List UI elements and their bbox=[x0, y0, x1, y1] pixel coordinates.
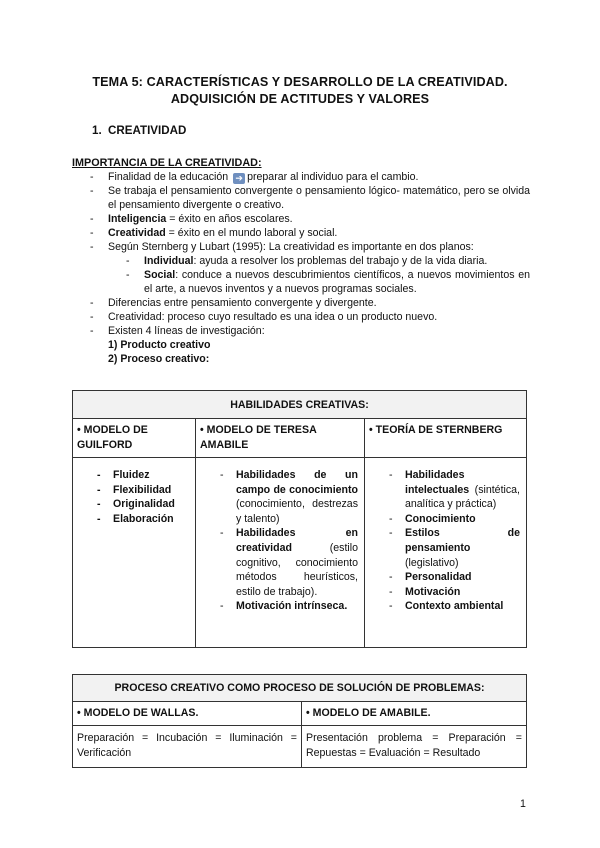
numbered-item: 1) Producto creativo bbox=[108, 339, 211, 351]
list-item: - Habilidades intelectuales (sintética, analítica y práctica) bbox=[389, 469, 520, 511]
amabile-process-cell: Presentación problema = Preparación = Repuestas = Evaluación = Resultado bbox=[302, 726, 527, 768]
importance-list bbox=[90, 170, 530, 366]
wallas-cell: Preparación = Incubación = Iluminación = Verificación bbox=[73, 726, 302, 768]
creative-skills-table bbox=[72, 390, 527, 648]
list-item: - Conocimiento bbox=[389, 512, 476, 525]
list-item: - Se trabaja el pensamiento convergente o pensamiento lógico- matemático, pero se olvida el pensamiento divergente o creativo. bbox=[90, 185, 530, 211]
numbered-item: 2) Proceso creativo: bbox=[108, 353, 210, 365]
page-number: 1 bbox=[520, 798, 526, 810]
list-item: - Estilos de pensamiento (legislativo) bbox=[389, 527, 520, 569]
list-item: - Habilidades en creatividad (estilo cognitivo, conocimiento métodos heurísticos, estilo de trabajo). bbox=[220, 527, 358, 598]
list-item: - Inteligencia = éxito en años escolares. bbox=[90, 213, 293, 225]
sub-list-item: - Social: conduce a nuevos descubrimientos científicos, a nuevos movimientos en el arte, a nuevos inventos y a nuevos programas sociales. bbox=[126, 269, 530, 295]
sub-list-item: - Individual: ayuda a resolver los problemas del trabajo y de la vida diaria. bbox=[126, 255, 488, 267]
list-item: - Creatividad: proceso cuyo resultado es una idea o un producto nuevo. bbox=[90, 311, 438, 323]
list-item: - Diferencias entre pensamiento convergente y divergente. bbox=[90, 297, 377, 309]
title-line-1: TEMA 5: CARACTERÍSTICAS Y DESARROLLO DE LA CREATIVIDAD. bbox=[92, 75, 508, 89]
section-number: 1. bbox=[92, 124, 102, 137]
section-heading bbox=[92, 124, 186, 137]
column-header-wallas: • MODELO DE WALLAS. bbox=[73, 702, 302, 726]
list-item: - Fluidez bbox=[97, 469, 150, 481]
column-header-guilford: • MODELO DE GUILFORD bbox=[73, 419, 196, 458]
section-label: CREATIVIDAD bbox=[108, 124, 187, 137]
list-item: - Existen 4 líneas de investigación: bbox=[90, 325, 265, 337]
list-item: - Finalidad de la educación ➔ preparar al individuo para el cambio. bbox=[90, 171, 419, 183]
list-item: - Elaboración bbox=[97, 512, 174, 525]
column-header-sternberg: • TEORÍA DE STERNBERG bbox=[365, 419, 527, 458]
list-item: - Habilidades de un campo de conocimiento (conocimiento, destrezas y talento) bbox=[220, 469, 358, 525]
list-item: - Originalidad bbox=[97, 498, 175, 511]
list-item: - Motivación bbox=[389, 585, 461, 598]
creative-process-table bbox=[72, 674, 527, 768]
list-item: - Personalidad bbox=[389, 571, 472, 584]
table-title: HABILIDADES CREATIVAS: bbox=[73, 391, 527, 419]
title-line-2: ADQUISICIÓN DE ACTITUDES Y VALORES bbox=[170, 92, 430, 106]
guilford-cell bbox=[73, 458, 196, 648]
column-header-amabile: • MODELO DE TERESA AMABILE bbox=[196, 419, 365, 458]
amabile-cell bbox=[196, 458, 365, 648]
table-title: PROCESO CREATIVO COMO PROCESO DE SOLUCIÓN DE PROBLEMAS: bbox=[73, 675, 527, 702]
importance-heading: IMPORTANCIA DE LA CREATIVIDAD: bbox=[72, 157, 262, 169]
list-item: - Contexto ambiental bbox=[389, 600, 504, 613]
sternberg-cell bbox=[365, 458, 527, 648]
list-item: - Motivación intrínseca. bbox=[220, 600, 348, 613]
column-header-amabile: • MODELO DE AMABILE. bbox=[302, 702, 527, 726]
list-item: - Flexibilidad bbox=[97, 483, 172, 496]
document-title bbox=[0, 74, 600, 108]
right-arrow-icon: ➔ bbox=[233, 173, 245, 184]
list-item: - Creatividad = éxito en el mundo laboral y social. bbox=[90, 227, 338, 239]
list-item: - Según Sternberg y Lubart (1995): La creatividad es importante en dos planos: bbox=[90, 241, 474, 253]
